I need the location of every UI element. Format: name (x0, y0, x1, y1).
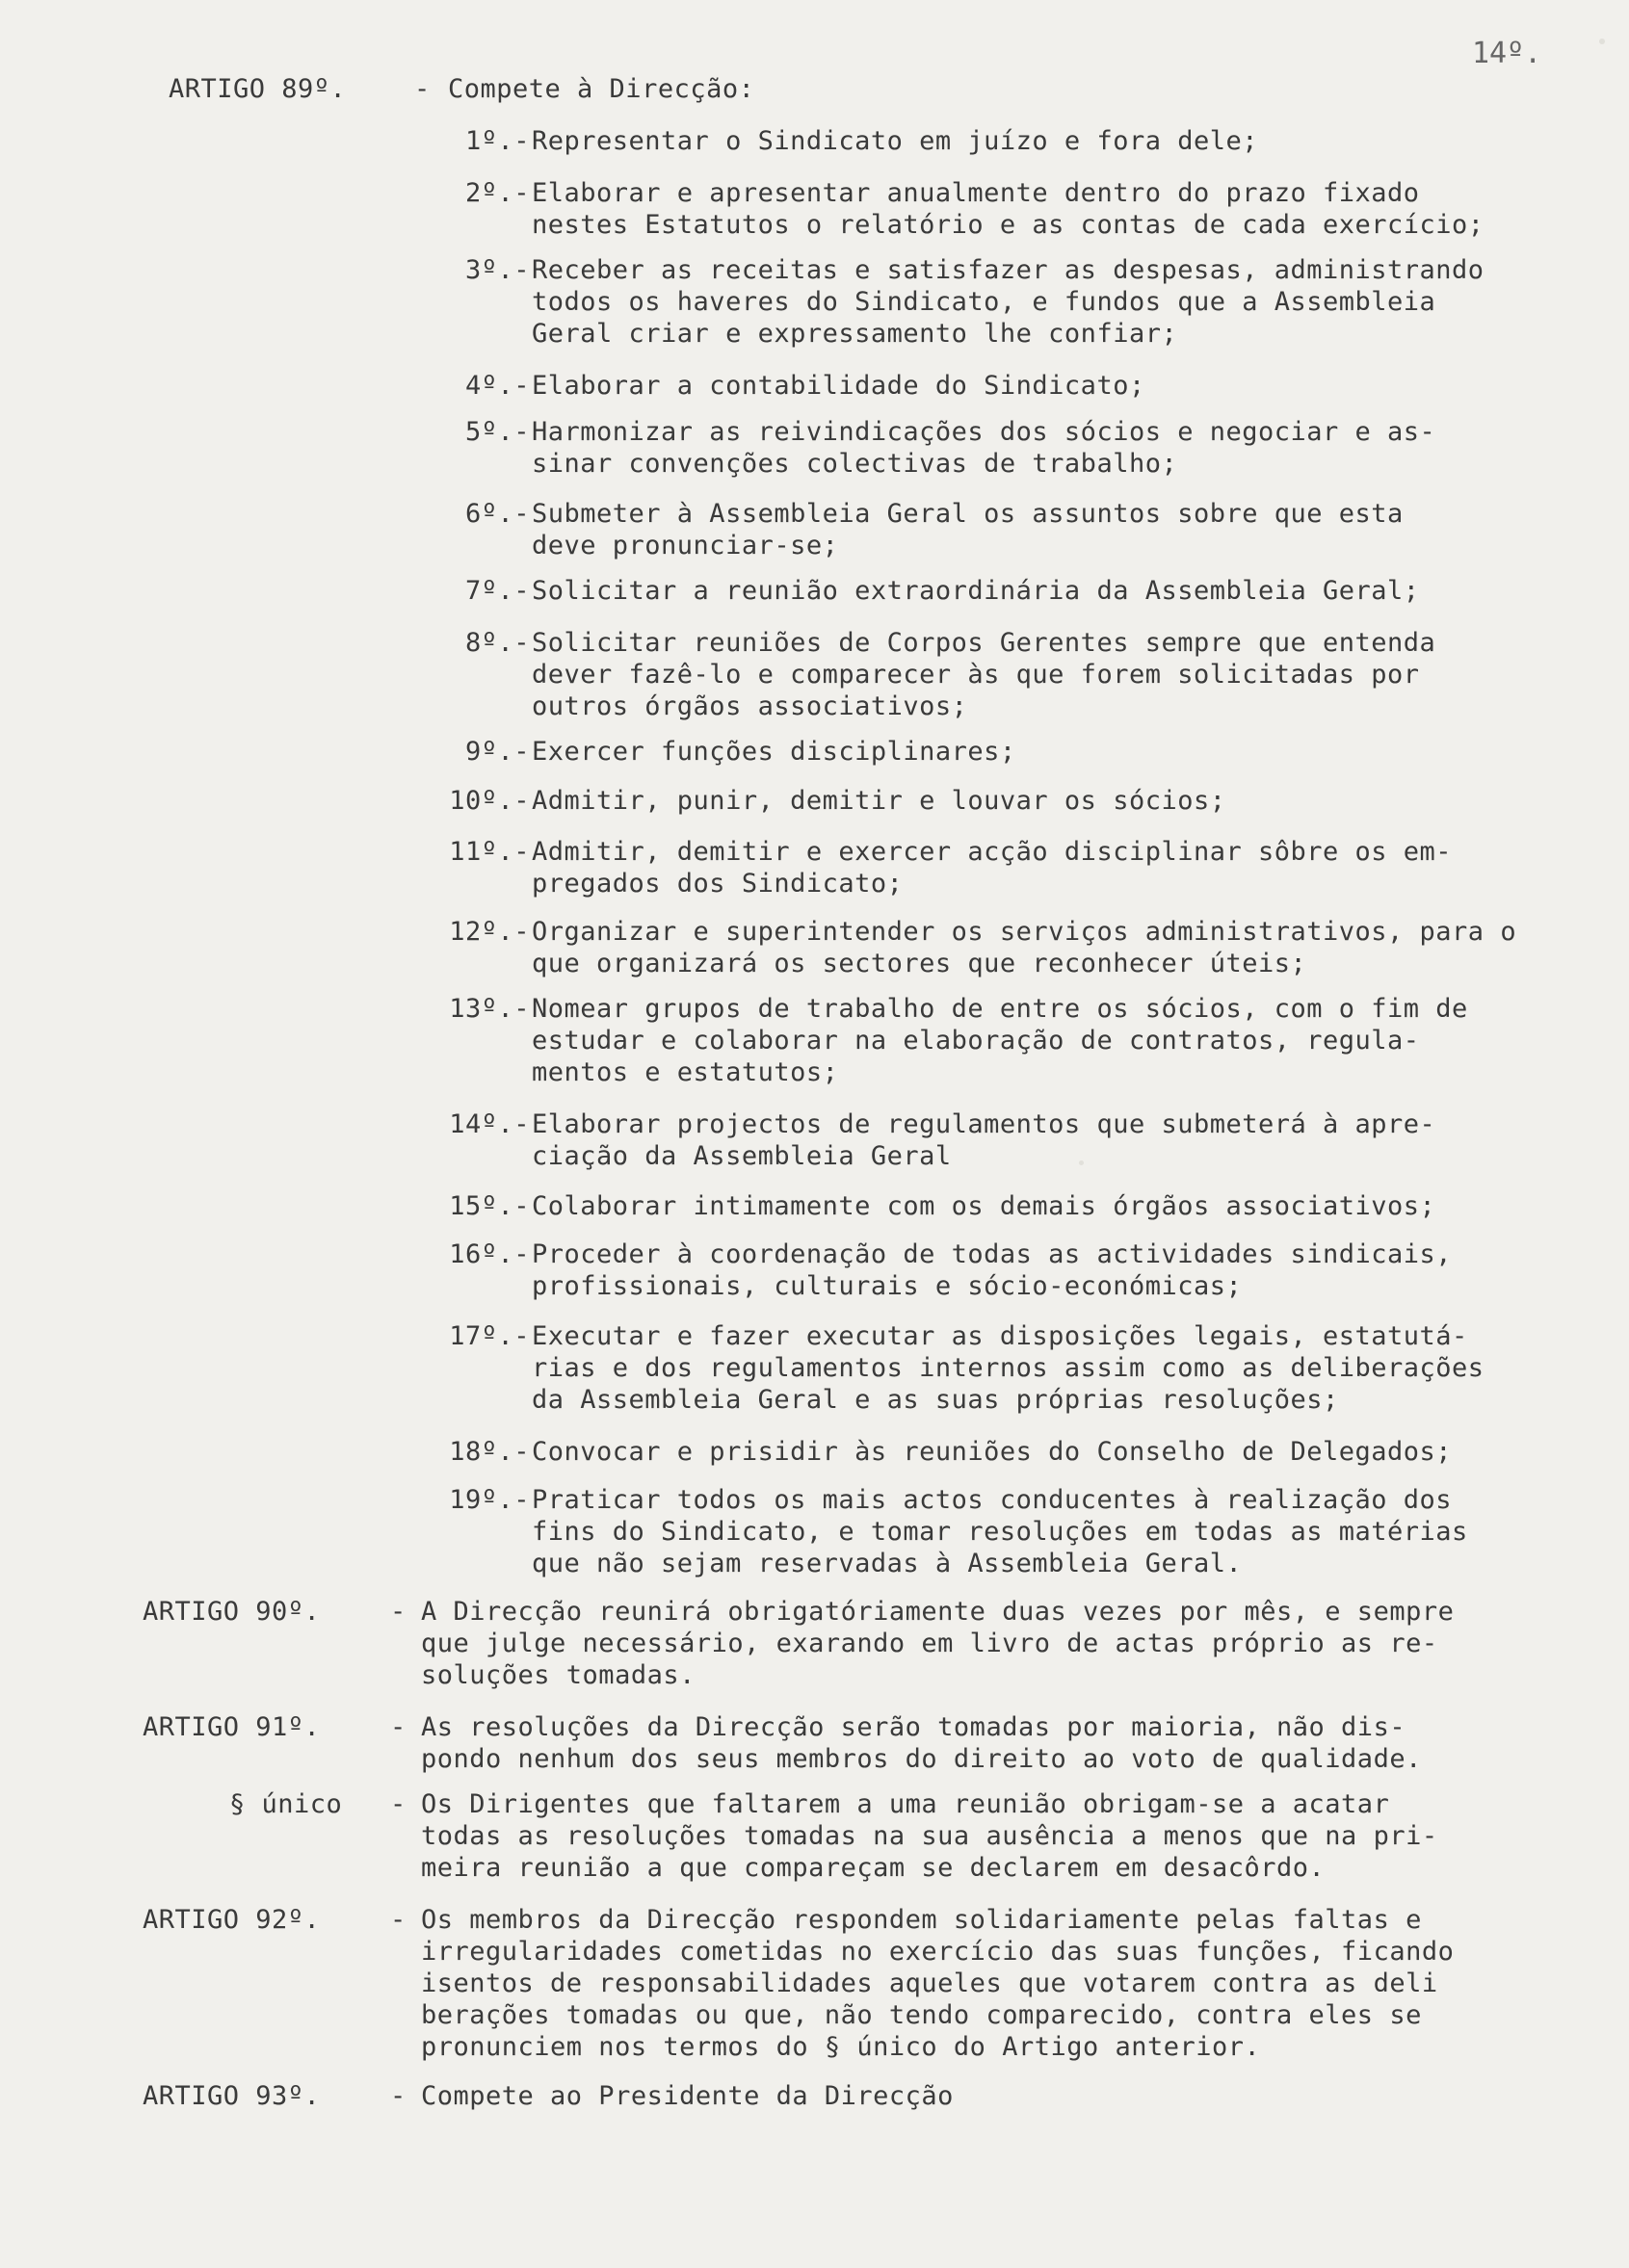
item-text: nestes Estatutos o relatório e as contas de cada exercício; (532, 210, 1484, 240)
item-number: 6º.- (464, 499, 530, 529)
item-text: ciação da Assembleia Geral (532, 1141, 952, 1171)
item-text: Exercer funções disciplinares; (532, 737, 1016, 767)
item-text: Representar o Sindicato em juízo e fora dele; (532, 126, 1258, 156)
article-text: Os membros da Direcção respondem solidariamente pelas faltas e (421, 1905, 1422, 1935)
item-text: estudar e colaborar na elaboração de contratos, regula- (532, 1026, 1420, 1056)
item-number: 5º.- (464, 417, 530, 447)
item-number: 1º.- (464, 126, 530, 156)
item-text: Solicitar a reunião extraordinária da Assembleia Geral; (532, 576, 1420, 606)
item-number: 4º.- (464, 371, 530, 401)
item-number: 19º.- (449, 1485, 530, 1515)
item-number: 3º.- (464, 255, 530, 285)
article-intro: Compete à Direcção: (448, 74, 755, 104)
item-text: rias e dos regulamentos internos assim como as deliberações (532, 1353, 1484, 1383)
article-text: Os Dirigentes que faltarem a uma reunião obrigam-se a acatar (421, 1789, 1390, 1819)
item-number: 8º.- (464, 628, 530, 658)
article-label: ARTIGO 91º. (143, 1712, 321, 1742)
paragraph-label: § único (229, 1789, 343, 1819)
item-text: deve pronunciar-se; (532, 531, 839, 560)
page-number: 14º. (1472, 37, 1542, 70)
article-text: que julge necessário, exarando em livro de actas próprio as re- (421, 1629, 1438, 1658)
item-text: Organizar e superintender os serviços administrativos, para o (532, 917, 1517, 947)
item-text: que organizará os sectores que reconhecer úteis; (532, 949, 1307, 978)
item-text: Convocar e prisidir às reuniões do Conselho de Delegados; (532, 1437, 1453, 1467)
item-text: Praticar todos os mais actos conducentes à realização dos (532, 1485, 1453, 1515)
article-text: As resoluções da Direcção serão tomadas por maioria, não dis- (421, 1712, 1406, 1742)
item-text: Admitir, punir, demitir e louvar os sócios; (532, 786, 1226, 816)
article-text: berações tomadas ou que, não tendo comparecido, contra eles se (421, 2000, 1422, 2030)
article-text: irregularidades cometidas no exercício das suas funções, ficando (421, 1937, 1455, 1967)
item-text: mentos e estatutos; (532, 1057, 839, 1087)
item-text: Colaborar intimamente com os demais órgãos associativos; (532, 1191, 1436, 1221)
item-text: pregados dos Sindicato; (532, 869, 904, 899)
item-number: 18º.- (449, 1437, 530, 1467)
item-text: Elaborar a contabilidade do Sindicato; (532, 371, 1145, 401)
article-text: todas as resoluções tomadas na sua ausência a menos que na pri- (421, 1821, 1438, 1851)
item-text: Receber as receitas e satisfazer as despesas, administrando (532, 255, 1484, 285)
article-text: pronunciem nos termos do § único do Artigo anterior. (421, 2032, 1261, 2062)
article-dash: - (414, 74, 431, 104)
paper-speck (1599, 39, 1605, 44)
item-text: Geral criar e expressamento lhe confiar; (532, 319, 1178, 349)
article-text: pondo nenhum dos seus membros do direito ao voto de qualidade. (421, 1744, 1422, 1774)
item-number: 12º.- (449, 917, 530, 947)
item-text: Submeter à Assembleia Geral os assuntos sobre que esta (532, 499, 1404, 529)
item-text: Executar e fazer executar as disposições legais, estatutá- (532, 1321, 1468, 1351)
item-number: 7º.- (464, 576, 530, 606)
item-text: Proceder à coordenação de todas as actividades sindicais, (532, 1239, 1453, 1269)
item-number: 14º.- (449, 1109, 530, 1139)
item-number: 2º.- (464, 178, 530, 208)
item-text: profissionais, culturais e sócio-económicas; (532, 1271, 1243, 1301)
item-text: Elaborar e apresentar anualmente dentro do prazo fixado (532, 178, 1420, 208)
item-text: fins do Sindicato, e tomar resoluções em todas as matérias (532, 1517, 1468, 1547)
article-dash: - (390, 1905, 407, 1935)
item-number: 17º.- (449, 1321, 530, 1351)
article-dash: - (390, 1597, 407, 1627)
article-label: ARTIGO 92º. (143, 1905, 321, 1935)
article-dash: - (390, 1789, 407, 1819)
item-text: da Assembleia Geral e as suas próprias resoluções; (532, 1385, 1339, 1415)
item-number: 11º.- (449, 837, 530, 867)
article-text: isentos de responsabilidades aqueles que votarem contra as deli (421, 1968, 1438, 1998)
item-text: Admitir, demitir e exercer acção disciplinar sôbre os em- (532, 837, 1453, 867)
item-text: todos os haveres do Sindicato, e fundos que a Assembleia (532, 287, 1436, 317)
item-text: Elaborar projectos de regulamentos que submeterá à apre- (532, 1109, 1436, 1139)
item-text: sinar convenções colectivas de trabalho; (532, 449, 1178, 479)
article-text: meira reunião a que compareçam se declarem em desacôrdo. (421, 1853, 1326, 1883)
article-text: A Direcção reunirá obrigatóriamente duas vezes por mês, e sempre (421, 1597, 1455, 1627)
paper-speck (1079, 1160, 1084, 1165)
item-number: 9º.- (464, 737, 530, 767)
article-label: ARTIGO 89º. (169, 74, 347, 104)
item-text: Harmonizar as reivindicações dos sócios e negociar e as- (532, 417, 1436, 447)
article-dash: - (390, 2081, 407, 2111)
item-text: que não sejam reservadas à Assembleia Geral. (532, 1549, 1243, 1578)
article-dash: - (390, 1712, 407, 1742)
item-text: Solicitar reuniões de Corpos Gerentes sempre que entenda (532, 628, 1436, 658)
item-number: 13º.- (449, 994, 530, 1024)
article-text: soluções tomadas. (421, 1660, 696, 1690)
item-number: 15º.- (449, 1191, 530, 1221)
item-number: 10º.- (449, 786, 530, 816)
item-text: dever fazê-lo e comparecer às que forem solicitadas por (532, 660, 1420, 690)
article-label: ARTIGO 90º. (143, 1597, 321, 1627)
item-number: 16º.- (449, 1239, 530, 1269)
item-text: Nomear grupos de trabalho de entre os sócios, com o fim de (532, 994, 1468, 1024)
item-text: outros órgãos associativos; (532, 691, 968, 721)
article-text: Compete ao Presidente da Direcção (421, 2081, 954, 2111)
article-label: ARTIGO 93º. (143, 2081, 321, 2111)
